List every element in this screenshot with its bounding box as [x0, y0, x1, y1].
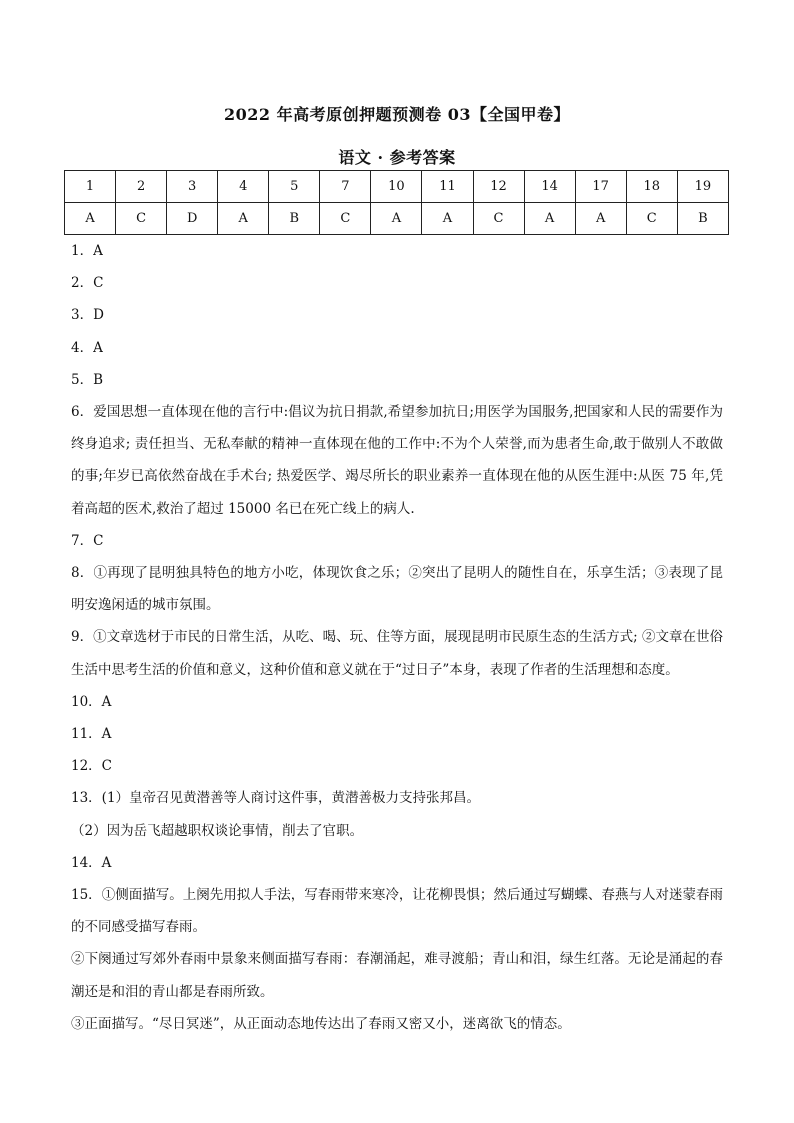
answer-table: [64, 170, 729, 235]
answer-cell: A: [65, 203, 116, 235]
question-number-row: [65, 171, 729, 203]
question-number-cell: 17: [575, 171, 626, 203]
answer-item-13-part1: 13．(1）皇帝召见黄潜善等人商讨这件事，黄潜善极力支持张邦昌。: [71, 790, 481, 807]
answer-item-12: 12．C: [71, 758, 113, 775]
answer-cell: C: [116, 203, 167, 235]
answer-item-8: 8．①再现了昆明独具特色的地方小吃，体现饮食之乐；②突出了昆明人的随性自在，乐享生活；③表现了昆明安逸闲适的城市氛围。: [71, 565, 723, 614]
page-title: 2022 年高考原创押题预测卷 03【全国甲卷】: [224, 105, 570, 124]
answer-cell: B: [269, 203, 320, 235]
answer-cell: C: [626, 203, 677, 235]
question-number-cell: 4: [218, 171, 269, 203]
question-number-cell: 5: [269, 171, 320, 203]
answer-item-13-part2: （2）因为岳飞超越职权谈论事情，削去了官职。: [71, 822, 364, 839]
answer-item-1: 1．A: [71, 243, 103, 259]
question-number-cell: 12: [473, 171, 524, 203]
answer-item-10: 10．A: [71, 693, 112, 710]
answer-cell: D: [167, 203, 218, 235]
answer-item-2: 2．C: [71, 275, 104, 292]
answer-cell: C: [473, 203, 524, 235]
question-number-cell: 19: [677, 171, 728, 203]
answer-item-3: 3．D: [71, 307, 104, 324]
answer-cell: A: [524, 203, 575, 235]
answer-item-4: 4．A: [71, 339, 103, 356]
answer-explanations: [71, 235, 723, 1040]
question-number-cell: 14: [524, 171, 575, 203]
question-number-cell: 10: [371, 171, 422, 203]
answer-item-6: 6．爱国思想一直体现在他的言行中:倡议为抗日捐款,希望参加抗日;用医学为国服务,把国家和人民的需要作为终身追求; 责任担当、无私奉献的精神一直体现在他的工作中:不为个人荣誉,而为患者生命,敢于做别人不敢做的事;年岁已高依然奋战在手术台; 热爱医学、竭尽所长的职业素养一直体现在他的从医生涯中:从医 75 年,凭着高超的医术,救治了超过 15000 名已在死亡线上的病人.: [71, 404, 723, 517]
question-number-cell: 2: [116, 171, 167, 203]
answer-cell: A: [422, 203, 473, 235]
answer-item-9: 9．①文章选材于市民的日常生活，从吃、喝、玩、住等方面，展现昆明市民原生态的生活方式; ②文章在世俗生活中思考生活的价值和意义，这种价值和意义就在于“过日子”本身，表现了作者的生活理想和态度。: [71, 629, 723, 678]
answer-cell: A: [575, 203, 626, 235]
answer-item-11: 11．A: [71, 726, 112, 743]
question-number-cell: 3: [167, 171, 218, 203]
answer-item-14: 14．A: [71, 854, 112, 871]
question-number-cell: 1: [65, 171, 116, 203]
answer-item-7: 7．C: [71, 532, 104, 549]
answer-item-15-part3: ③正面描写。“尽日冥迷”，从正面动态地传达出了春雨又密又小，迷离欲飞的情态。: [71, 1015, 571, 1032]
question-number-cell: 11: [422, 171, 473, 203]
answer-item-15-part1: 15．①侧面描写。上阕先用拟人手法，写春雨带来寒冷，让花柳畏惧；然后通过写蝴蝶、春燕与人对迷蒙春雨的不同感受描写春雨。: [71, 887, 723, 936]
answer-item-5: 5．B: [71, 371, 104, 388]
question-number-cell: 18: [626, 171, 677, 203]
answer-cell: B: [677, 203, 728, 235]
answer-cell: A: [371, 203, 422, 235]
answer-item-15-part2: ②下阕通过写郊外春雨中景象来侧面描写春雨：春潮涌起，难寻渡船；青山和泪，绿生红落。无论是涌起的春潮还是和泪的青山都是春雨所致。: [71, 951, 723, 1000]
page-subtitle: 语文 · 参考答案: [338, 148, 456, 167]
answer-cell: A: [218, 203, 269, 235]
answer-cell: C: [320, 203, 371, 235]
question-number-cell: 7: [320, 171, 371, 203]
answer-row: [65, 203, 729, 235]
